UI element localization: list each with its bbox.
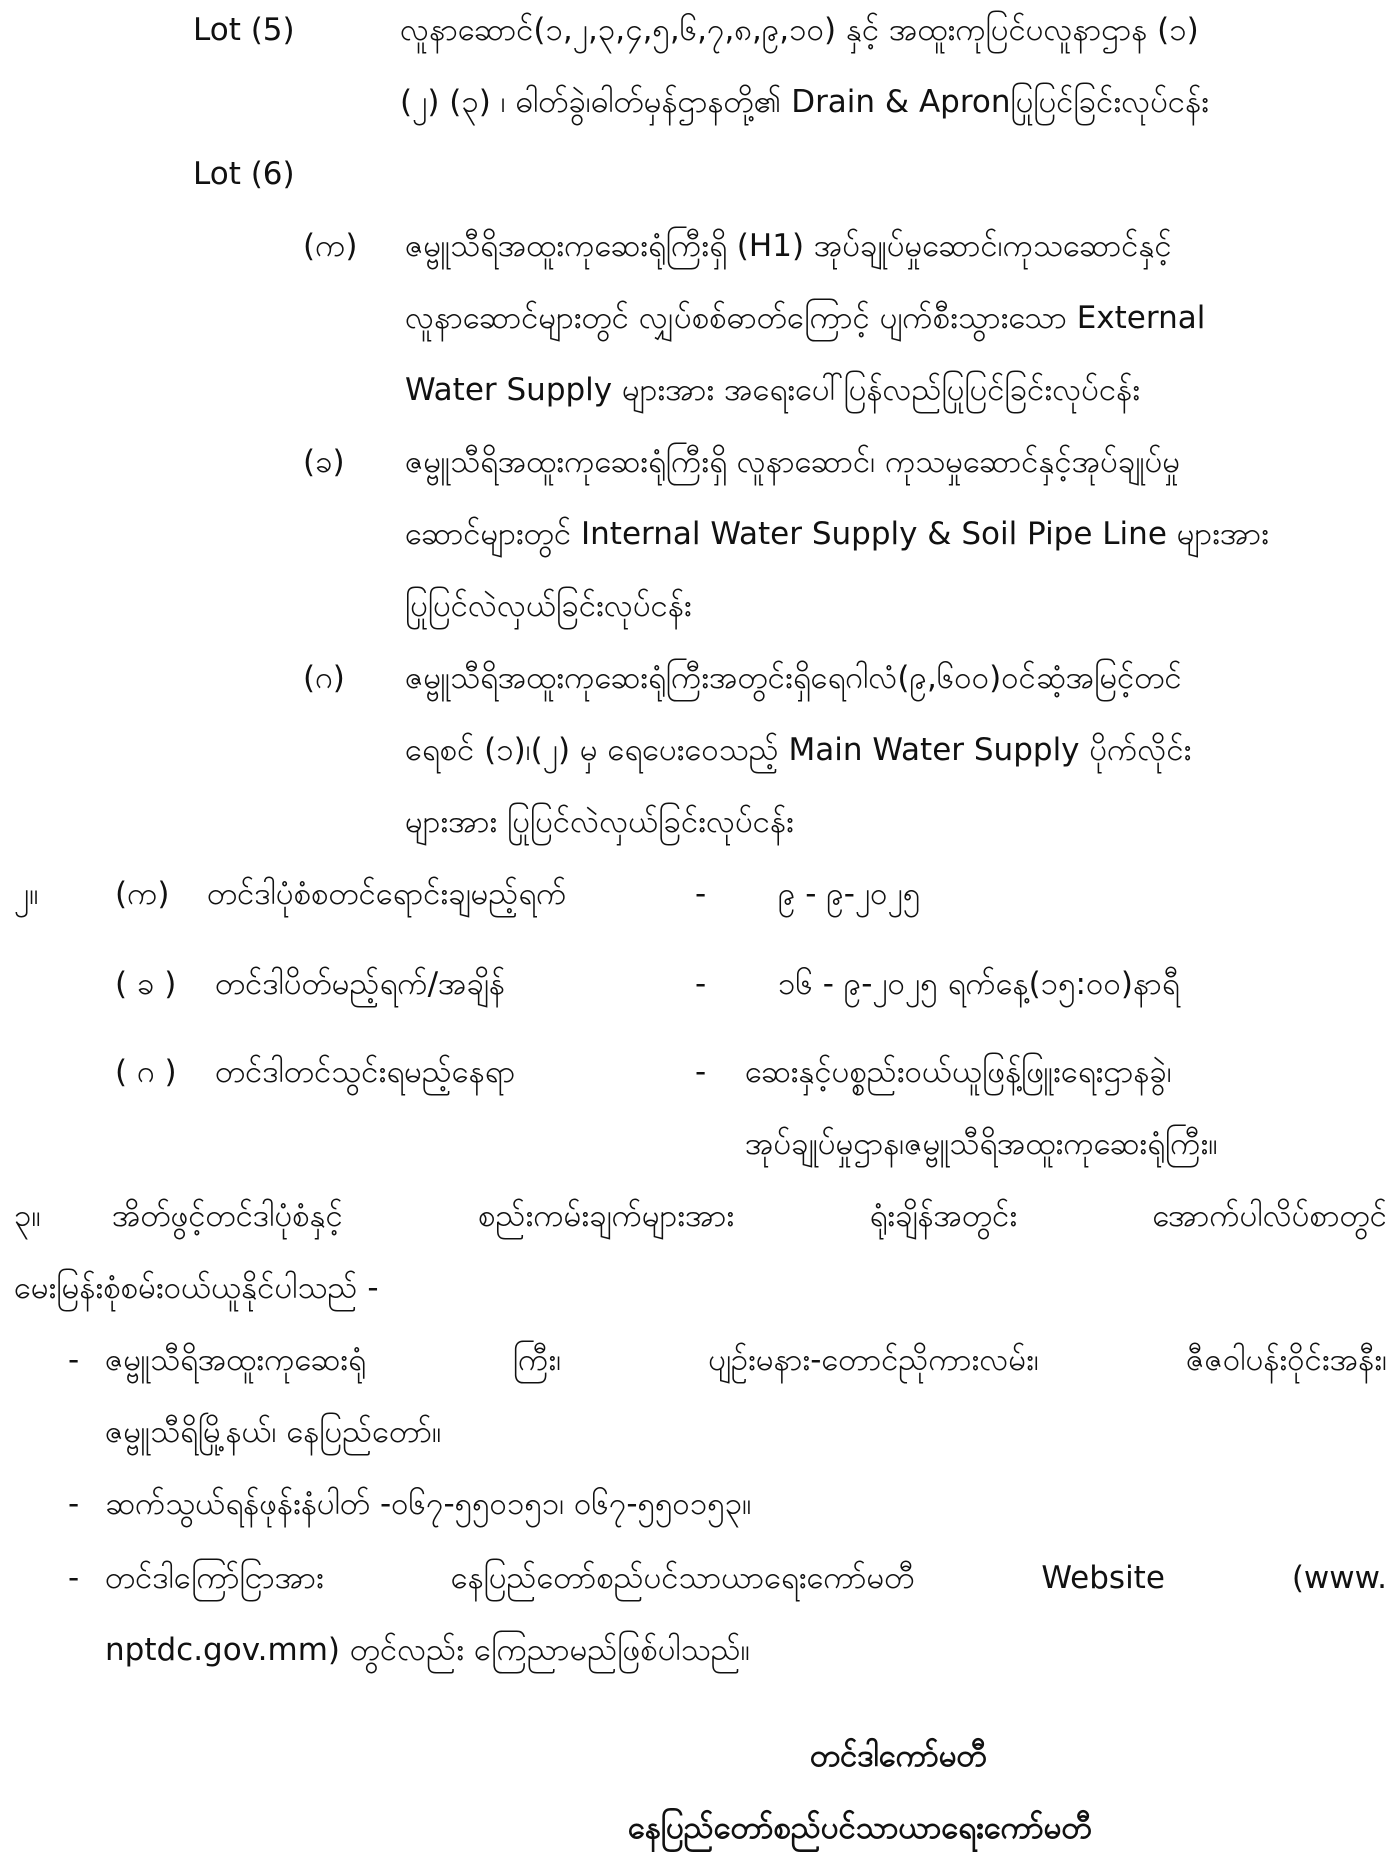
section3-bullet-1-dash: - — [68, 1342, 80, 1378]
section3-number: ၃။ — [14, 1198, 41, 1234]
section2-row-c-dash: - — [695, 1054, 707, 1090]
section2-row-a-marker: (က) — [115, 876, 170, 912]
section2-row-b-marker: ( ခ ) — [115, 966, 177, 1002]
section3-line-1: အိတ်ဖွင့်တင်ဒါပုံစံနှင့် စည်းကမ်းချက်များအား ရုံးချိန်အတွင်း အောက်ပါလိပ်စာတွင် — [112, 1198, 1387, 1234]
lot5-line-2: (၂) (၃) ၊ ဓါတ်ခွဲ၊ဓါတ်မှန်ဌာနတို့၏ Drain & Apronပြုပြင်ခြင်းလုပ်ငန်း — [400, 84, 1210, 120]
section3-bullet-3-dash: - — [68, 1560, 80, 1596]
lot6-item-a-line-1: ဇမ္ဗူသီရိအထူးကုဆေးရုံကြီးရှိ (H1) အုပ်ချုပ်မှုဆောင်၊ကုသဆောင်နှင့် — [405, 228, 1172, 264]
section3-bullet-2-line-1: ဆက်သွယ်ရန်ဖုန်းနံပါတ် -၀၆၇-၅၅၀၁၅၁၊ ၀၆၇-၅၅၀၁၅၃။ — [105, 1486, 752, 1522]
lot6-item-b-line-2: ဆောင်များတွင် Internal Water Supply & Soil Pipe Line များအား — [405, 516, 1270, 552]
lot5-label: Lot (5) — [193, 12, 295, 48]
lot6-item-b-line-1: ဇမ္ဗူသီရိအထူးကုဆေးရုံကြီးရှိ လူနာဆောင်၊ ကုသမှုဆောင်နှင့်အုပ်ချုပ်မှု — [405, 444, 1181, 480]
lot6-item-a-marker: (က) — [303, 228, 358, 264]
lot5-line-1: လူနာဆောင်(၁,၂,၃,၄,၅,၆,၇,၈,၉,၁၀) နှင့် အထူးကုပြင်ပလူနာဌာန (၁) — [400, 12, 1199, 48]
section2-row-b-value: ၁၆ - ၉-၂၀၂၅ ရက်နေ့(၁၅:၀၀)နာရီ — [778, 966, 1180, 1002]
section3-bullet-1-line-2: ဇမ္ဗူသီရိမြို့နယ်၊ နေပြည်တော်။ — [105, 1414, 442, 1450]
section2-row-a-label: တင်ဒါပုံစံစတင်ရောင်းချမည့်ရက် — [207, 876, 567, 912]
section2-row-b-dash: - — [695, 966, 707, 1002]
lot6-item-b-line-3: ပြုပြင်လဲလှယ်ခြင်းလုပ်ငန်း — [405, 588, 692, 624]
section2-row-c-value: ဆေးနှင့်ပစ္စည်းဝယ်ယူဖြန့်ဖြူးရေးဌာနခွဲ၊ — [745, 1054, 1172, 1090]
signature-committee: တင်ဒါကော်မတီ — [810, 1738, 987, 1774]
section2-row-c-value-2: အုပ်ချုပ်မှုဌာန၊ဇမ္ဗူသီရိအထူးကုဆေးရုံကြီး။ — [745, 1126, 1218, 1162]
lot6-item-c-marker: (ဂ) — [303, 660, 345, 696]
section3-line-2: မေးမြန်းစုံစမ်းဝယ်ယူနိုင်ပါသည် - — [14, 1270, 379, 1306]
signature-organization: နေပြည်တော်စည်ပင်သာယာရေးကော်မတီ — [628, 1810, 1092, 1846]
section2-row-a-dash: - — [695, 876, 707, 912]
section3-bullet-1-line-1: ဇမ္ဗူသီရိအထူးကုဆေးရုံ ကြီး၊ ပျဉ်းမနား-တောင်ညိုကားလမ်း၊ ဇီဇဝါပန်းဝိုင်းအနီး၊ — [105, 1342, 1387, 1378]
lot6-item-a-line-3: Water Supply များအား အရေးပေါ်ပြန်လည်ပြုပြင်ခြင်းလုပ်ငန်း — [405, 372, 1141, 408]
lot6-item-c-line-3: များအား ပြုပြင်လဲလှယ်ခြင်းလုပ်ငန်း — [405, 804, 794, 840]
lot6-item-c-line-1: ဇမ္ဗူသီရိအထူးကုဆေးရုံကြီးအတွင်းရှိရေဂါလံ(၉,၆၀၀)ဝင်ဆံ့အမြင့်တင် — [405, 660, 1182, 696]
section2-row-c-label: တင်ဒါတင်သွင်းရမည့်နေရာ — [215, 1054, 516, 1090]
section3-bullet-3-line-1: တင်ဒါကြော်ငြာအား နေပြည်တော်စည်ပင်သာယာရေးကော်မတီ Website (www. — [105, 1560, 1387, 1596]
lot6-item-c-line-2: ရေစင် (၁)၊(၂) မှ ရေပေးဝေသည့် Main Water Supply ပိုက်လိုင်း — [405, 732, 1192, 768]
section2-row-b-label: တင်ဒါပိတ်မည့်ရက်/အချိန် — [215, 966, 505, 1002]
section2-number: ၂။ — [14, 876, 39, 912]
lot6-item-b-marker: (ခ) — [303, 444, 345, 480]
section3-bullet-3-line-2: nptdc.gov.mm) တွင်လည်း ကြေညာမည်ဖြစ်ပါသည်။ — [105, 1632, 751, 1668]
lot6-label: Lot (6) — [193, 156, 295, 192]
section2-row-c-marker: ( ဂ ) — [115, 1054, 177, 1090]
section2-row-a-value: ၉ - ၉-၂၀၂၅ — [778, 876, 921, 912]
lot6-item-a-line-2: လူနာဆောင်များတွင် လျှပ်စစ်ဓာတ်ကြောင့် ပျက်စီးသွားသော External — [405, 300, 1206, 336]
section3-bullet-2-dash: - — [68, 1486, 80, 1522]
